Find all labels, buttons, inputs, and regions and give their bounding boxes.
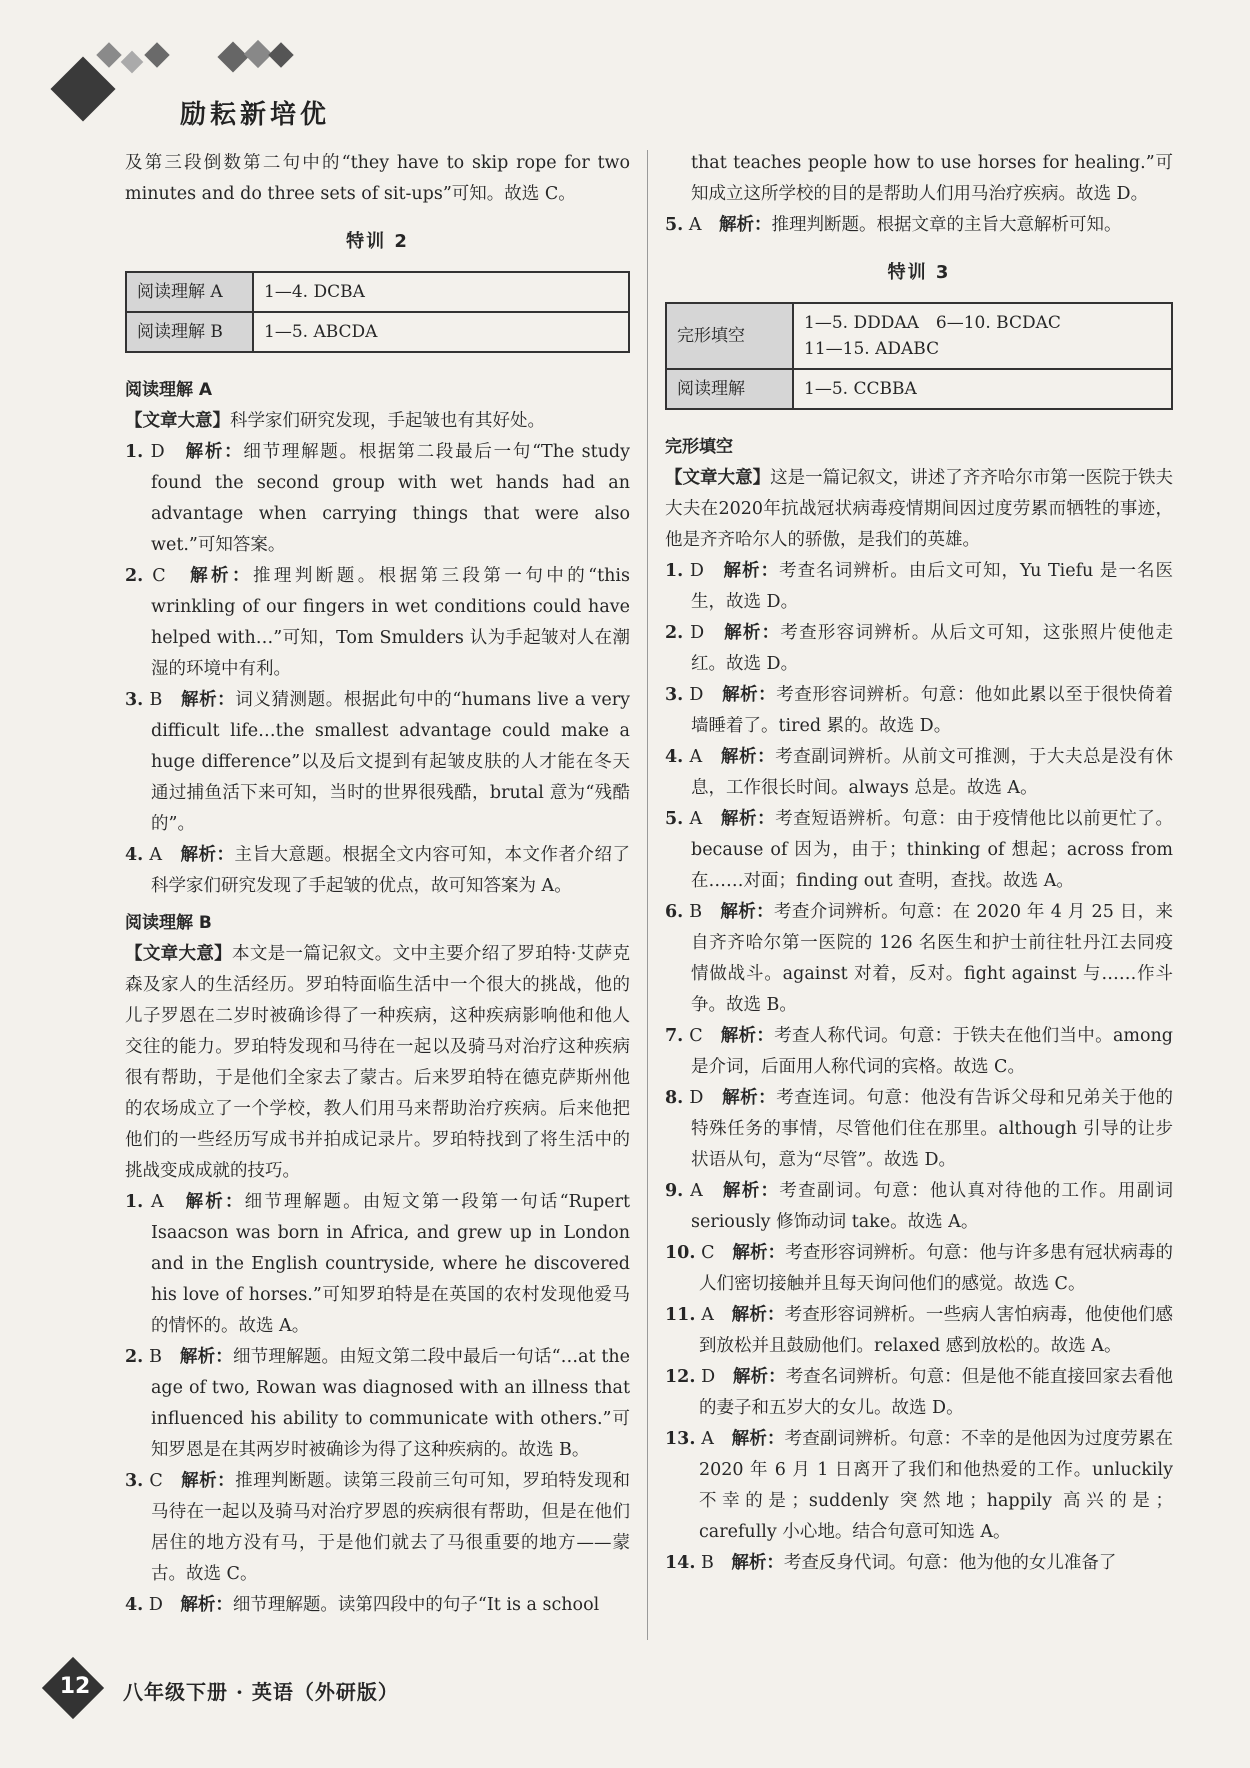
- summary-tag: 【文章大意】: [125, 944, 233, 964]
- list-item: 6. B 解析：考查介词辨析。句意：在 2020 年 4 月 25 日，来自齐齐哈尔第一医院的 126 名医生和护士前往牡丹江去同疫情做战斗。against 对着，反对。fight against 与……作斗争。故选 B。: [665, 902, 1173, 1015]
- list-item: 14. B 解析：考查反身代词。句意：他为他的女儿准备了: [665, 1553, 1117, 1573]
- list-item: 5. A 解析：考查短语辨析。句意：由于疫情他比以前更忙了。because of 因为，由于；thinking of 想起；across from 在……对面；finding out 查明，查找。故选 A。: [665, 809, 1174, 891]
- table-label: 完形填空: [666, 303, 793, 369]
- section-a-summary: [125, 406, 630, 437]
- table-answer: 1—5. DDDAA 6—10. BCDAC 11—15. ADABC: [793, 303, 1172, 369]
- list-item: 2. C 解析：推理判断题。根据第三段第一句中的“this wrinkling of our fingers in wet conditions could have helped with…”可知，Tom Smulders 认为手起皱对人在潮湿的环境中有利。: [125, 566, 630, 679]
- cloze-title: 完形填空: [665, 437, 733, 457]
- logo-diamond-icon: [50, 56, 115, 121]
- header-logo: [50, 32, 350, 142]
- section-b-summary: [125, 939, 630, 1187]
- logo-diamond-small-icon: [217, 41, 248, 72]
- table-answer: 1—5. ABCDA: [253, 312, 629, 352]
- list-item: 3. D 解析：考查形容词辨析。句意：他如此累以至于很快倚着墙睡着了。tired 累的。故选 D。: [665, 685, 1174, 736]
- list-item: 7. C 解析：考查人称代词。句意：于铁夫在他们当中。among 是介词，后面用人称代词的宾格。故选 C。: [665, 1026, 1173, 1077]
- table-label: 阅读理解: [666, 369, 793, 409]
- list-item: 11. A 解析：考查形容词辨析。一些病人害怕病毒，他使他们感到放松并且鼓励他们。relaxed 感到放松的。故选 A。: [665, 1305, 1174, 1356]
- summary-text: 科学家们研究发现，手起皱也有其好处。: [230, 411, 545, 431]
- table-answer: 1—4. DCBA: [253, 272, 629, 312]
- table-answer: 1—5. CCBBA: [793, 369, 1172, 409]
- summary-text: 这是一篇记叙文，讲述了齐齐哈尔市第一医院于铁夫大夫在2020年抗战冠状病毒疫情期间因过度劳累而牺牲的事迹，他是齐齐哈尔人的骄傲，是我们的英雄。: [665, 468, 1174, 550]
- list-item: 4. A 解析：主旨大意题。根据全文内容可知，本文作者介绍了科学家们研究发现了手起皱的优点，故可知答案为 A。: [125, 845, 630, 896]
- list-item: 2. D 解析：考查形容词辨析。从后文可知，这张照片使他走红。故选 D。: [665, 623, 1174, 674]
- list-item: 9. A 解析：考查副词。句意：他认真对待他的工作。用副词 seriously 修饰动词 take。故选 A。: [665, 1181, 1174, 1232]
- list-item: 2. B 解析：细节理解题。由短文第二段中最后一句话“…at the age of two, Rowan was diagnosed with an illness that influenced his ability to communicate with others.”可知罗恩是在其两岁时被确诊为得了这种疾病的。故选 B。: [125, 1347, 631, 1460]
- logo-diamond-small-icon: [96, 42, 121, 67]
- training2-title: 特训 2: [346, 231, 409, 252]
- logo-diamond-small-icon: [268, 42, 293, 67]
- training3-answer-table: [665, 302, 1173, 410]
- page-number: 12: [59, 1674, 91, 1699]
- summary-tag: 【文章大意】: [665, 468, 771, 488]
- column-divider: [647, 150, 648, 1640]
- list-item: 4. D 解析：细节理解题。读第四段中的句子“It is a school: [125, 1595, 600, 1615]
- list-item: 13. A 解析：考查副词辨析。句意：不幸的是他因为过度劳累在 2020 年 6 月 1 日离开了我们和他热爱的工作。unluckily 不幸的是；suddenly 突然地；happily 高兴的是；carefully 小心地。结合句意可知选 A。: [665, 1429, 1174, 1542]
- intro-text: 及第三段倒数第二句中的“they have to skip rope for two minutes and do three sets of sit-ups”可知。故选 C。: [125, 153, 630, 204]
- summary-tag: 【文章大意】: [125, 411, 230, 431]
- list-item: 1. A 解析：细节理解题。由短文第一段第一句话“Rupert Isaacson was born in Africa, and grew up in London and in the English countryside, where he discovered his love of horses.”可知罗珀特是在英国的农村发现他爱马的情怀的。故选 A。: [125, 1192, 631, 1336]
- list-item: 4. A 解析：考查副词辨析。从前文可推测，于大夫总是没有休息，工作很长时间。always 总是。故选 A。: [665, 747, 1174, 798]
- logo-diamond-small-icon: [121, 51, 144, 74]
- cloze-summary: [665, 463, 1173, 556]
- right-column: [665, 148, 1173, 1579]
- section-b-title: 阅读理解 B: [125, 913, 212, 933]
- training2-answer-table: [125, 271, 630, 353]
- section-a-title: 阅读理解 A: [125, 380, 213, 400]
- table-row: [666, 303, 1172, 369]
- logo-diamond-small-icon: [144, 42, 169, 67]
- table-row: [126, 272, 629, 312]
- list-item: 1. D 解析：考查名词辨析。由后文可知，Yu Tiefu 是一名医生，故选 D。: [665, 561, 1174, 612]
- book-title: 八年级下册 · 英语（外研版）: [123, 1680, 399, 1704]
- summary-text: 本文是一篇记叙文。文中主要介绍了罗珀特·艾萨克森及家人的生活经历。罗珀特面临生活中一个很大的挑战，他的儿子罗恩在二岁时被确诊得了一种疾病，这种疾病影响他和他人交往的能力。罗珀特发现和马待在一起以及骑马对治疗这种疾病很有帮助，于是他们全家去了蒙古。后来罗珀特在德克萨斯州他的农场成立了一个学校，教人们用马来帮助治疗疾病。后来他把他们的一些经历写成书并拍成记录片。罗珀特找到了将生活中的挑战变成成就的技巧。: [125, 944, 631, 1181]
- list-item: 3. C 解析：推理判断题。读第三段前三句可知，罗珀特发现和马待在一起以及骑马对治疗罗恩的疾病很有帮助，但是在他们居住的地方没有马，于是他们就去了马很重要的地方——蒙古。故选 C。: [125, 1471, 631, 1584]
- left-column: [125, 148, 630, 1621]
- list-item: 5. A 解析：推理判断题。根据文章的主旨大意解析可知。: [665, 215, 1122, 235]
- page-footer: [45, 1660, 645, 1720]
- table-row: [126, 312, 629, 352]
- list-item: 3. B 解析：词义猜测题。根据此句中的“humans live a very difficult life…the smallest advantage could make a huge difference”以及后文提到有起皱皮肤的人才能在冬天通过捕鱼活下来可知，当时的世界很残酷，brutal 意为“残酷的”。: [125, 690, 630, 834]
- brand-title: 励耘新培优: [180, 100, 331, 130]
- list-item: 12. D 解析：考查名词辨析。句意：但是他不能直接回家去看他的妻子和五岁大的女儿。故选 D。: [665, 1367, 1173, 1418]
- continuation-text: that teaches people how to use horses for healing.”可知成立这所学校的目的是帮助人们用马治疗疾病。故选 D。: [691, 153, 1173, 204]
- table-label: 阅读理解 A: [126, 272, 253, 312]
- list-item: 10. C 解析：考查形容词辨析。句意：他与许多患有冠状病毒的人们密切接触并且每天询问他们的感觉。故选 C。: [665, 1243, 1174, 1294]
- training3-title: 特训 3: [887, 262, 951, 283]
- list-item: 1. D 解析：细节理解题。根据第二段最后一句“The study found the second group with wet hands had an advantage when carrying things that were also wet.”可知答案。: [125, 442, 630, 555]
- table-label: 阅读理解 B: [126, 312, 253, 352]
- list-item: 8. D 解析：考查连词。句意：他没有告诉父母和兄弟关于他的特殊任务的事情，尽管他们住在那里。although 引导的让步状语从句，意为“尽管”。故选 D。: [665, 1088, 1174, 1170]
- table-row: [666, 369, 1172, 409]
